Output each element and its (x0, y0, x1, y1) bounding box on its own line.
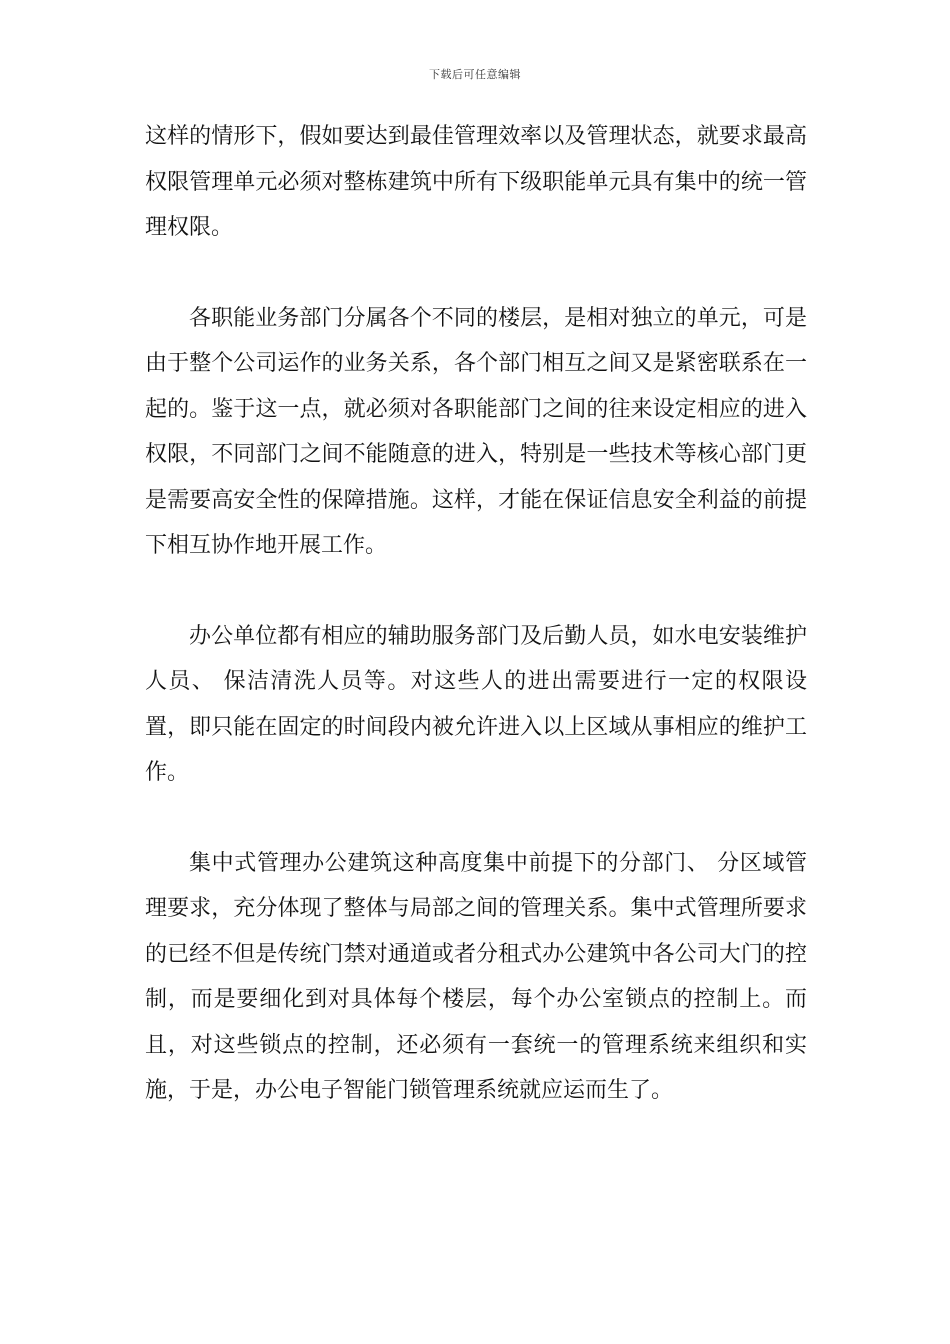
paragraph-2: 各职能业务部门分属各个不同的楼层，是相对独立的单元，可是由于整个公司运作的业务关系，各个部门相互之间又是紧密联系在一起的。鉴于这一点，就必须对各职能部门之间的往来设定相应的进入权限，不同部门之间不能随意的进入，特别是一些技术等核心部门更是需要高安全性的保障措施。这样，才能在保证信息安全利益的前提下相互协作地开展工作。 (145, 305, 807, 558)
paragraph-1: 这样的情形下，假如要达到最佳管理效率以及管理状态，就要求最高权限管理单元必须对整栋建筑中所有下级职能单元具有集中的统一管理权限。 (145, 124, 807, 240)
document-body (145, 114, 807, 1159)
page-header: 下载后可任意编辑 (429, 68, 521, 81)
paragraph-4: 集中式管理办公建筑这种高度集中前提下的分部门、 分区域管理要求，充分体现了整体与局部之间的管理关系。集中式管理所要求的已经不但是传统门禁对通道或者分租式办公建筑中各公司大门的控制，而是要细化到对具体每个楼层，每个办公室锁点的控制上。而且，对这些锁点的控制，还必须有一套统一的管理系统来组织和实施，于是，办公电子智能门锁管理系统就应运而生了。 (145, 850, 807, 1103)
paragraph-3: 办公单位都有相应的辅助服务部门及后勤人员，如水电安装维护人员、 保洁清洗人员等。对这些人的进出需要进行一定的权限设置，即只能在固定的时间段内被允许进入以上区域从事相应的维护工作。 (145, 623, 807, 785)
